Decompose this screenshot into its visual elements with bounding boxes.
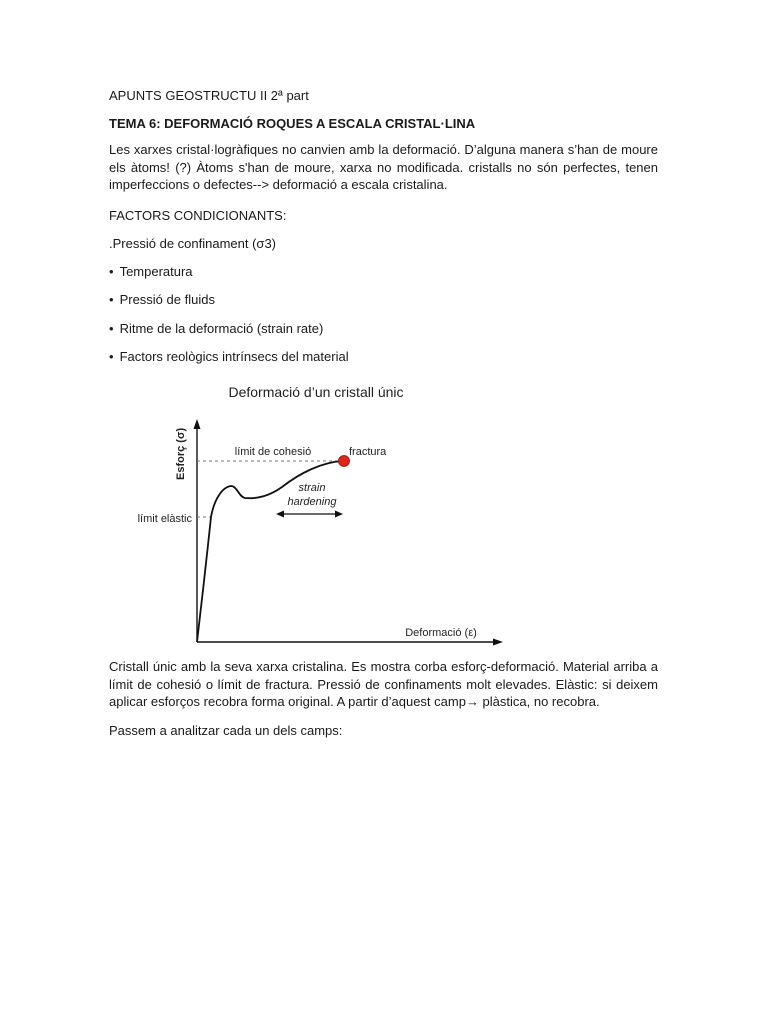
factor-text: Pressió de confinament (σ3)	[112, 236, 277, 251]
closing-line: Passem a analitzar cada un dels camps:	[109, 723, 343, 738]
factors-heading: FACTORS CONDICIONANTS:	[109, 208, 287, 223]
bullet-icon: •	[109, 349, 114, 364]
factor-text: Ritme de la deformació (strain rate)	[119, 321, 324, 336]
fracture-point	[339, 456, 350, 467]
arrow-right-icon	[335, 511, 343, 518]
figure-title: Deformació d’un cristall únic	[228, 384, 404, 400]
section-title: TEMA 6: DEFORMACIÓ ROQUES A ESCALA CRISTAL·LINA	[109, 116, 476, 131]
elastic-limit-label: límit elàstic	[137, 513, 192, 525]
y-axis-label: Esforç (σ)	[175, 427, 187, 480]
intro-text: Les xarxes cristal·logràfiques no canvien amb la deformació. D’alguna manera s’han de moure els àtoms! (?) Àtoms s'han de moure, xarxa no modificada. cristalls no són perfectes, tenen imperfeccions o defectes--> deformació a escala cristalina.	[109, 142, 658, 192]
bullet-icon: •	[109, 321, 114, 336]
hardening-label: hardening	[287, 496, 337, 508]
bullet-icon: •	[109, 264, 114, 279]
fracture-label: fractura	[349, 446, 387, 458]
y-axis-arrow-icon	[194, 419, 201, 429]
strain-label: strain	[298, 482, 326, 494]
factor-text: Pressió de fluids	[119, 292, 215, 307]
caption-text: Cristall únic amb la seva xarxa cristalina. Es mostra corba esforç-deformació. Material arriba a límit de cohesió o límit de fractura. Pressió de confinaments molt elevades. Elàstic: si deixem aplicar esforços recobra forma original. A partir d’aquest camp→ plàstica, no recobra.	[109, 659, 658, 709]
x-axis-arrow-icon	[493, 639, 503, 646]
factor-marker: .	[109, 236, 113, 251]
factor-text: Factors reològics intrínsecs del material	[119, 349, 349, 364]
arrow-left-icon	[276, 511, 284, 518]
x-axis-label: Deformació (ε)	[405, 627, 477, 639]
cohesion-limit-label: límit de cohesió	[234, 446, 312, 458]
bullet-icon: •	[109, 292, 114, 307]
document-header: APUNTS GEOSTRUCTU II 2ª part	[109, 88, 309, 103]
factor-text: Temperatura	[119, 264, 193, 279]
